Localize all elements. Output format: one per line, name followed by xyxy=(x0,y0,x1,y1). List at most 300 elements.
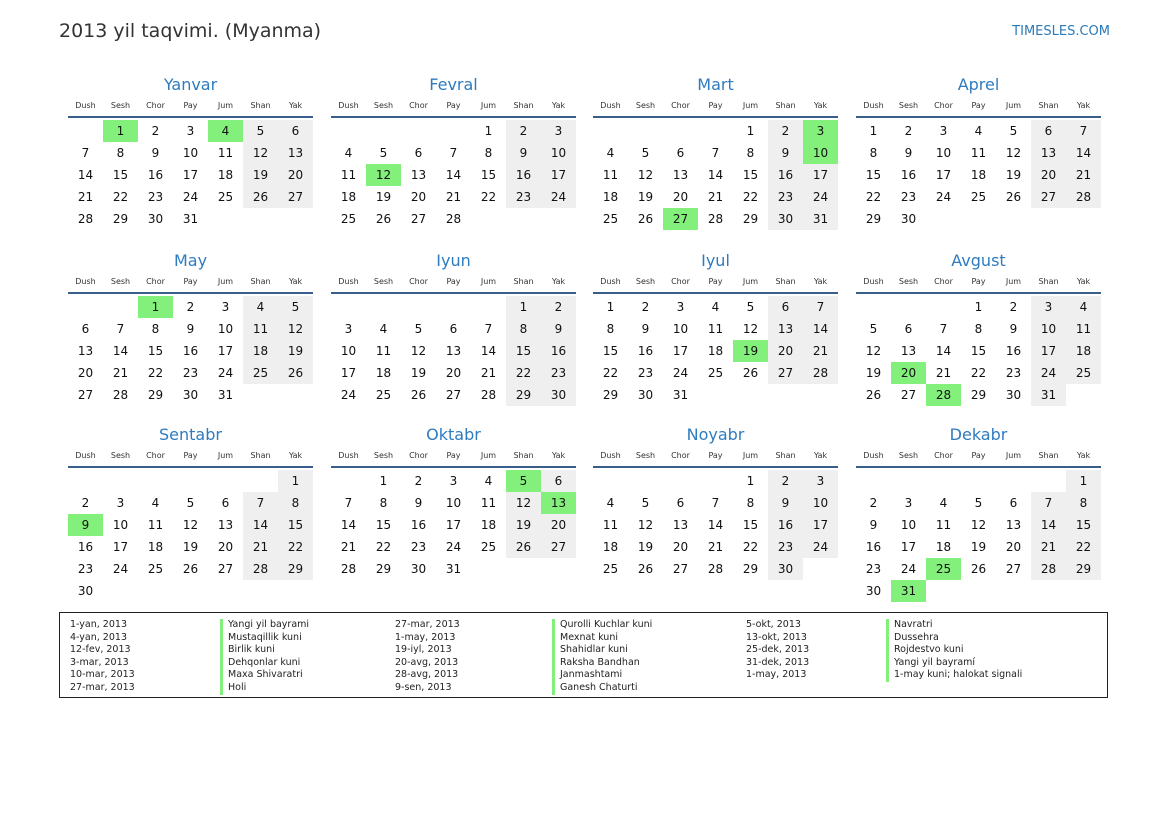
day-grid xyxy=(856,120,1101,252)
day-cell: 5 xyxy=(869,322,878,336)
holiday-day-cell: 10 xyxy=(803,142,838,164)
month-aprel xyxy=(856,74,1101,252)
day-cell: 4 xyxy=(606,146,615,160)
day-cell: 28 xyxy=(803,362,838,384)
holiday-date: 3-mar, 2013 xyxy=(70,656,129,668)
holiday-name: Navratri xyxy=(886,619,1022,632)
day-cell: 25 xyxy=(1066,362,1101,384)
month-yanvar xyxy=(68,74,313,252)
day-cell: 9 xyxy=(768,492,803,514)
day-cell: 14 xyxy=(1066,142,1101,164)
weekday-label: Shan xyxy=(250,277,271,286)
day-cell: 1 xyxy=(746,474,755,488)
day-cell: 6 xyxy=(904,322,913,336)
day-cell: 4 xyxy=(243,296,278,318)
weekday-header xyxy=(856,96,1101,118)
day-cell: 31 xyxy=(182,212,199,226)
day-cell: 14 xyxy=(445,168,462,182)
weekday-label: Dush xyxy=(600,101,621,110)
day-cell: 22 xyxy=(742,190,759,204)
day-cell: 15 xyxy=(742,168,759,182)
day-cell: 17 xyxy=(803,164,838,186)
day-cell: 20 xyxy=(672,540,689,554)
weekday-label: Dush xyxy=(863,101,884,110)
day-cell: 18 xyxy=(375,366,392,380)
day-cell: 28 xyxy=(243,558,278,580)
day-cell: 27 xyxy=(278,186,313,208)
day-cell: 25 xyxy=(970,190,987,204)
month-name: Fevral xyxy=(429,75,478,94)
weekday-label: Shan xyxy=(513,277,534,286)
day-cell: 10 xyxy=(803,492,838,514)
holiday-day-cell: 25 xyxy=(926,558,961,580)
day-cell: 9 xyxy=(768,142,803,164)
holiday-name: 1-may kuni; halokat signali xyxy=(886,669,1022,682)
day-cell: 22 xyxy=(742,540,759,554)
month-iyun xyxy=(331,250,576,428)
day-cell: 20 xyxy=(410,190,427,204)
holiday-name: Shahidlar kuni xyxy=(552,644,652,657)
day-cell: 1 xyxy=(1066,470,1101,492)
day-cell: 4 xyxy=(711,300,720,314)
weekday-label: Jum xyxy=(480,101,497,110)
holiday-name: Ganesh Chaturti xyxy=(552,682,652,695)
weekday-label: Yak xyxy=(1076,277,1091,286)
day-cell: 13 xyxy=(217,518,234,532)
holiday-date: 5-okt, 2013 xyxy=(746,619,801,630)
day-cell: 26 xyxy=(375,212,392,226)
day-cell: 4 xyxy=(974,124,983,138)
day-cell: 17 xyxy=(112,540,129,554)
day-cell: 15 xyxy=(970,344,987,358)
weekday-label: Dush xyxy=(338,451,359,460)
weekday-label: Pay xyxy=(708,277,723,286)
day-cell: 2 xyxy=(904,124,913,138)
weekday-label: Chor xyxy=(671,277,690,286)
day-cell: 26 xyxy=(865,388,882,402)
day-cell: 25 xyxy=(707,366,724,380)
day-cell: 7 xyxy=(116,322,125,336)
day-cell: 13 xyxy=(77,344,94,358)
day-cell: 30 xyxy=(147,212,164,226)
day-cell: 10 xyxy=(935,146,952,160)
day-cell: 27 xyxy=(900,388,917,402)
holiday-date: 1-may, 2013 xyxy=(746,669,807,681)
weekday-label: Dush xyxy=(600,451,621,460)
weekday-label: Jum xyxy=(1005,101,1022,110)
day-cell: 10 xyxy=(445,496,462,510)
day-cell: 12 xyxy=(243,142,278,164)
month-name: Yanvar xyxy=(163,75,218,94)
day-cell: 15 xyxy=(375,518,392,532)
day-cell: 24 xyxy=(1031,362,1066,384)
day-cell: 8 xyxy=(869,146,878,160)
weekday-header xyxy=(68,446,313,468)
weekday-label: Shan xyxy=(775,101,796,110)
weekday-label: Yak xyxy=(813,101,828,110)
day-cell: 2 xyxy=(506,120,541,142)
day-cell: 9 xyxy=(869,518,878,532)
day-cell: 11 xyxy=(340,168,357,182)
day-cell: 13 xyxy=(672,168,689,182)
day-cell: 18 xyxy=(480,518,497,532)
day-cell: 11 xyxy=(217,146,234,160)
weekday-label: Shan xyxy=(775,277,796,286)
day-cell: 22 xyxy=(865,190,882,204)
day-cell: 16 xyxy=(147,168,164,182)
day-cell: 25 xyxy=(375,388,392,402)
weekday-label: Jum xyxy=(480,277,497,286)
day-cell: 19 xyxy=(970,540,987,554)
day-cell: 6 xyxy=(1031,120,1066,142)
day-cell: 25 xyxy=(147,562,164,576)
day-cell: 11 xyxy=(707,322,724,336)
day-cell: 7 xyxy=(711,146,720,160)
holiday-name: Dussehra xyxy=(886,632,1022,645)
weekday-label: Shan xyxy=(1038,101,1059,110)
day-cell: 6 xyxy=(81,322,90,336)
day-cell: 14 xyxy=(480,344,497,358)
weekday-label: Dush xyxy=(75,101,96,110)
day-cell: 7 xyxy=(1066,120,1101,142)
day-cell: 23 xyxy=(182,366,199,380)
day-cell: 1 xyxy=(379,474,388,488)
weekday-label: Jum xyxy=(217,451,234,460)
day-cell: 17 xyxy=(217,344,234,358)
day-cell: 24 xyxy=(182,190,199,204)
day-cell: 18 xyxy=(970,168,987,182)
holiday-names-col-3 xyxy=(886,619,1022,682)
holiday-names-col-1 xyxy=(220,619,309,695)
day-cell: 3 xyxy=(676,300,685,314)
weekday-label: Sesh xyxy=(373,277,394,286)
day-cell: 3 xyxy=(116,496,125,510)
holiday-date: 28-avg, 2013 xyxy=(395,669,459,681)
day-cell: 8 xyxy=(746,146,755,160)
day-grid xyxy=(593,120,838,252)
day-cell: 5 xyxy=(746,300,755,314)
holiday-date: 1-yan, 2013 xyxy=(70,619,127,630)
day-cell: 20 xyxy=(1005,540,1022,554)
day-cell: 29 xyxy=(742,212,759,226)
weekday-label: Shan xyxy=(1038,451,1059,460)
day-cell: 6 xyxy=(676,496,685,510)
day-cell: 29 xyxy=(970,388,987,402)
day-cell: 16 xyxy=(410,518,427,532)
month-name: Oktabr xyxy=(426,425,481,444)
day-cell: 30 xyxy=(77,584,94,598)
day-cell: 8 xyxy=(606,322,615,336)
holiday-dates-col-2 xyxy=(395,619,460,695)
holiday-name: Rojdestvo kuni xyxy=(886,644,1022,657)
day-cell: 16 xyxy=(1005,344,1022,358)
day-cell: 21 xyxy=(1066,164,1101,186)
day-cell: 11 xyxy=(147,518,164,532)
day-cell: 14 xyxy=(77,168,94,182)
holiday-date: 27-mar, 2013 xyxy=(70,681,135,693)
holiday-day-cell: 13 xyxy=(541,492,576,514)
day-cell: 5 xyxy=(974,496,983,510)
holiday-name: Janmashtami xyxy=(552,669,652,682)
day-cell: 27 xyxy=(541,536,576,558)
weekday-label: Sesh xyxy=(898,101,919,110)
day-cell: 27 xyxy=(1005,562,1022,576)
day-cell: 8 xyxy=(746,496,755,510)
day-cell: 28 xyxy=(707,562,724,576)
day-cell: 19 xyxy=(375,190,392,204)
day-cell: 11 xyxy=(602,168,619,182)
holiday-name: Maxa Shivaratri xyxy=(220,669,309,682)
day-cell: 11 xyxy=(1066,318,1101,340)
day-grid xyxy=(856,296,1101,428)
day-cell: 29 xyxy=(865,212,882,226)
day-cell: 17 xyxy=(182,168,199,182)
day-cell: 21 xyxy=(112,366,129,380)
weekday-label: Sesh xyxy=(635,277,656,286)
day-cell: 8 xyxy=(484,146,493,160)
day-cell: 18 xyxy=(217,168,234,182)
month-name: Iyun xyxy=(436,251,471,270)
month-name: Noyabr xyxy=(686,425,745,444)
weekday-label: Chor xyxy=(409,101,428,110)
day-cell: 6 xyxy=(541,470,576,492)
day-cell: 27 xyxy=(768,362,803,384)
day-cell: 11 xyxy=(480,496,497,510)
day-cell: 9 xyxy=(506,142,541,164)
holiday-date: 13-okt, 2013 xyxy=(746,631,807,643)
day-cell: 24 xyxy=(217,366,234,380)
day-cell: 20 xyxy=(445,366,462,380)
day-cell: 4 xyxy=(484,474,493,488)
holiday-date: 19-iyl, 2013 xyxy=(395,644,452,656)
day-cell: 27 xyxy=(77,388,94,402)
day-cell: 21 xyxy=(1031,536,1066,558)
day-cell: 16 xyxy=(865,540,882,554)
holiday-dates-col-3 xyxy=(746,619,809,682)
day-cell: 6 xyxy=(449,322,458,336)
day-cell: 3 xyxy=(344,322,353,336)
day-cell: 4 xyxy=(151,496,160,510)
holiday-date: 12-fev, 2013 xyxy=(70,644,131,656)
weekday-label: Pay xyxy=(183,101,198,110)
weekday-label: Pay xyxy=(971,101,986,110)
day-cell: 17 xyxy=(1031,340,1066,362)
day-cell: 8 xyxy=(1066,492,1101,514)
holiday-day-cell: 19 xyxy=(733,340,768,362)
day-cell: 24 xyxy=(541,186,576,208)
day-cell: 9 xyxy=(414,496,423,510)
day-cell: 26 xyxy=(1005,190,1022,204)
day-cell: 22 xyxy=(1066,536,1101,558)
weekday-header xyxy=(856,446,1101,468)
day-cell: 13 xyxy=(1031,142,1066,164)
day-cell: 31 xyxy=(672,388,689,402)
day-cell: 22 xyxy=(480,190,497,204)
day-cell: 15 xyxy=(506,340,541,362)
day-cell: 9 xyxy=(641,322,650,336)
day-cell: 30 xyxy=(865,584,882,598)
weekday-label: Sesh xyxy=(373,101,394,110)
day-cell: 10 xyxy=(541,142,576,164)
day-cell: 9 xyxy=(541,318,576,340)
weekday-label: Jum xyxy=(217,101,234,110)
holiday-date: 9-sen, 2013 xyxy=(395,681,452,693)
day-cell: 24 xyxy=(900,562,917,576)
day-cell: 28 xyxy=(340,562,357,576)
day-cell: 30 xyxy=(1005,388,1022,402)
holiday-day-cell: 5 xyxy=(506,470,541,492)
weekday-label: Shan xyxy=(513,451,534,460)
day-cell: 26 xyxy=(637,212,654,226)
day-cell: 24 xyxy=(112,562,129,576)
day-cell: 19 xyxy=(865,366,882,380)
day-cell: 23 xyxy=(637,366,654,380)
day-cell: 20 xyxy=(278,164,313,186)
month-name: Aprel xyxy=(957,75,1000,94)
day-cell: 26 xyxy=(742,366,759,380)
day-cell: 22 xyxy=(278,536,313,558)
day-cell: 5 xyxy=(278,296,313,318)
day-cell: 26 xyxy=(243,186,278,208)
day-cell: 9 xyxy=(151,146,160,160)
holiday-day-cell: 9 xyxy=(68,514,103,536)
day-grid xyxy=(856,470,1101,602)
day-cell: 6 xyxy=(768,296,803,318)
weekday-label: Yak xyxy=(813,451,828,460)
day-cell: 21 xyxy=(77,190,94,204)
site-link[interactable]: TIMESLES.COM xyxy=(1012,24,1110,39)
day-cell: 15 xyxy=(147,344,164,358)
holiday-day-cell: 3 xyxy=(803,120,838,142)
weekday-label: Chor xyxy=(934,101,953,110)
day-cell: 2 xyxy=(869,496,878,510)
day-cell: 8 xyxy=(278,492,313,514)
day-cell: 6 xyxy=(221,496,230,510)
weekday-label: Chor xyxy=(146,451,165,460)
day-cell: 7 xyxy=(81,146,90,160)
month-avgust xyxy=(856,250,1101,428)
day-cell: 5 xyxy=(243,120,278,142)
weekday-label: Shan xyxy=(513,101,534,110)
day-cell: 23 xyxy=(506,186,541,208)
day-cell: 19 xyxy=(278,340,313,362)
day-cell: 23 xyxy=(865,562,882,576)
day-cell: 21 xyxy=(803,340,838,362)
holiday-list xyxy=(59,612,1108,698)
day-cell: 16 xyxy=(768,164,803,186)
weekday-label: Shan xyxy=(250,451,271,460)
day-cell: 15 xyxy=(865,168,882,182)
day-cell: 14 xyxy=(243,514,278,536)
day-cell: 18 xyxy=(602,540,619,554)
day-cell: 20 xyxy=(541,514,576,536)
day-cell: 2 xyxy=(186,300,195,314)
day-cell: 28 xyxy=(1066,186,1101,208)
day-cell: 23 xyxy=(410,540,427,554)
day-cell: 11 xyxy=(602,518,619,532)
weekday-label: Pay xyxy=(183,451,198,460)
day-cell: 25 xyxy=(602,212,619,226)
day-cell: 8 xyxy=(974,322,983,336)
day-cell: 17 xyxy=(672,344,689,358)
day-cell: 20 xyxy=(1031,164,1066,186)
holiday-name: Dehqonlar kuni xyxy=(220,657,309,670)
holiday-day-cell: 20 xyxy=(891,362,926,384)
holiday-names-col-2 xyxy=(552,619,652,695)
weekday-label: Dush xyxy=(600,277,621,286)
weekday-label: Chor xyxy=(934,277,953,286)
weekday-label: Dush xyxy=(863,277,884,286)
weekday-header xyxy=(331,96,576,118)
weekday-header xyxy=(68,272,313,294)
day-cell: 5 xyxy=(1009,124,1018,138)
day-cell: 5 xyxy=(414,322,423,336)
weekday-label: Pay xyxy=(971,277,986,286)
day-cell: 26 xyxy=(506,536,541,558)
day-cell: 27 xyxy=(1031,186,1066,208)
month-sentabr xyxy=(68,424,313,602)
weekday-label: Yak xyxy=(813,277,828,286)
day-cell: 17 xyxy=(541,164,576,186)
day-cell: 22 xyxy=(147,366,164,380)
weekday-header xyxy=(856,272,1101,294)
day-cell: 16 xyxy=(77,540,94,554)
month-name: Avgust xyxy=(951,251,1006,270)
day-cell: 24 xyxy=(803,536,838,558)
day-cell: 7 xyxy=(243,492,278,514)
month-name: Sentabr xyxy=(159,425,222,444)
weekday-label: Dush xyxy=(75,277,96,286)
weekday-label: Pay xyxy=(183,277,198,286)
day-cell: 28 xyxy=(707,212,724,226)
day-cell: 20 xyxy=(768,340,803,362)
day-cell: 31 xyxy=(445,562,462,576)
day-cell: 16 xyxy=(900,168,917,182)
weekday-label: Jum xyxy=(742,451,759,460)
day-cell: 16 xyxy=(637,344,654,358)
day-cell: 2 xyxy=(81,496,90,510)
weekday-label: Chor xyxy=(146,101,165,110)
weekday-label: Shan xyxy=(775,451,796,460)
weekday-label: Pay xyxy=(446,451,461,460)
day-cell: 9 xyxy=(186,322,195,336)
day-cell: 23 xyxy=(768,186,803,208)
weekday-label: Pay xyxy=(971,451,986,460)
day-cell: 16 xyxy=(768,514,803,536)
day-cell: 3 xyxy=(449,474,458,488)
day-cell: 20 xyxy=(77,366,94,380)
weekday-header xyxy=(593,96,838,118)
day-cell: 17 xyxy=(445,518,462,532)
day-cell: 23 xyxy=(147,190,164,204)
day-cell: 24 xyxy=(672,366,689,380)
day-cell: 21 xyxy=(340,540,357,554)
day-cell: 12 xyxy=(1005,146,1022,160)
month-oktabr xyxy=(331,424,576,602)
day-cell: 8 xyxy=(116,146,125,160)
day-cell: 10 xyxy=(340,344,357,358)
weekday-label: Chor xyxy=(146,277,165,286)
day-cell: 3 xyxy=(939,124,948,138)
day-cell: 30 xyxy=(900,212,917,226)
day-cell: 15 xyxy=(278,514,313,536)
month-name: May xyxy=(173,251,208,270)
day-cell: 12 xyxy=(506,492,541,514)
day-cell: 24 xyxy=(803,186,838,208)
day-cell: 3 xyxy=(904,496,913,510)
holiday-name: Mexnat kuni xyxy=(552,632,652,645)
weekday-label: Yak xyxy=(551,277,566,286)
